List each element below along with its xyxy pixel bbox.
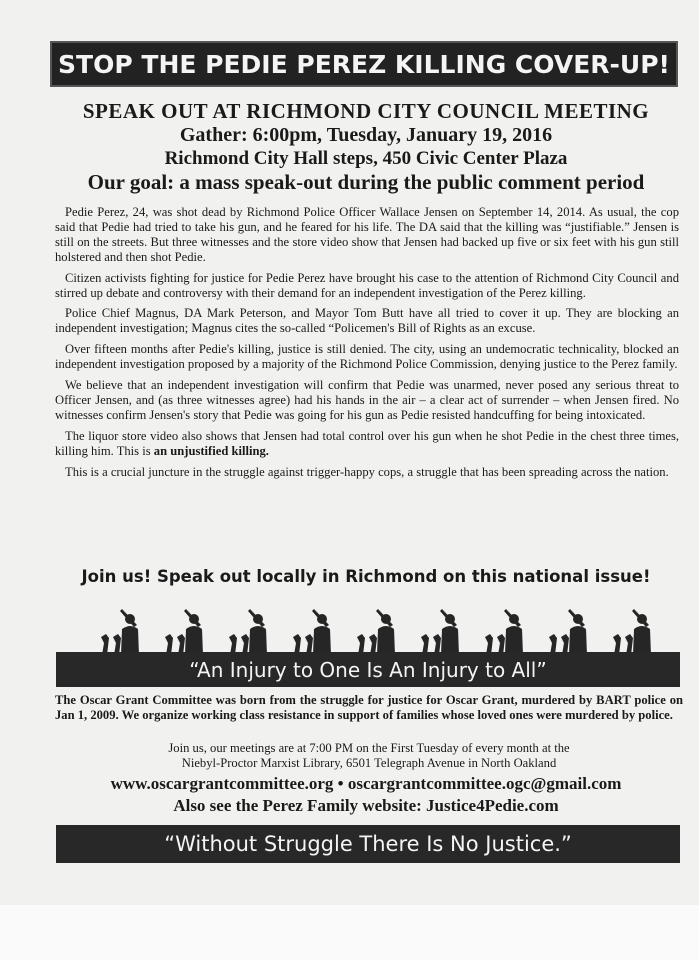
paragraph: We believe that an independent investigation will confirm that Pedie was unarmed, never posed any serious threat to Officer Jensen, and (as three witnesses agree) had his hands in the air – a clear act of surrender – when Jensen fired. No witnesses confirm Jensen's story that Pedie was going for his gun as Pedie resisted handcuffing for being intoxicated. xyxy=(55,378,679,422)
police-figure-icon xyxy=(504,609,523,655)
headline-goal: Our goal: a mass speak-out during the public comment period xyxy=(87,170,645,194)
website-and-email[interactable]: www.oscargrantcommittee.org • oscargrantcommittee.ogc@gmail.com xyxy=(110,774,622,793)
meeting-line-2: Niebyl-Proctor Marxist Library, 6501 Telegraph Avenue in North Oakland xyxy=(181,756,557,770)
police-figure-icon xyxy=(568,609,587,655)
raised-fists-and-police-silhouette xyxy=(52,607,680,655)
headline-location: Richmond City Hall steps, 450 Civic Center Plaza xyxy=(164,148,568,169)
paragraph: Pedie Perez, 24, was shot dead by Richmond Police Officer Wallace Jensen on September 14, 2014. As usual, the cop said that Pedie had tried to take his gun, and he feared for his life. The DA said that the killing was “justifiable.” Jensen is still on the streets. But three witnesses and the store video show that Jensen had backed up five or six feet with his gun still holstered and then shot Pedie. xyxy=(55,205,679,264)
no-justice-banner: “Without Struggle There Is No Justice.” xyxy=(56,825,680,863)
join-us-line: Join us! Speak out locally in Richmond on this national issue! xyxy=(81,567,651,586)
police-figure-icon xyxy=(120,609,139,655)
headline-gather-time: Gather: 6:00pm, Tuesday, January 19, 2016 xyxy=(179,124,553,146)
paragraph: Police Chief Magnus, DA Mark Peterson, and Mayor Tom Butt have all tried to cover it up. They are blocking an independent investigation; Magnus cites the so-called “Policemen's Bill of Rights as an excuse. xyxy=(55,306,679,336)
paragraph-video xyxy=(55,429,679,459)
perez-family-website[interactable]: Also see the Perez Family website: Justice4Pedie.com xyxy=(173,796,559,815)
police-figure-icon xyxy=(312,609,331,655)
police-figure-icon xyxy=(184,609,203,655)
paragraph-video-text: The liquor store video also shows that Jensen had total control over his gun when he shot Pedie in the chest three times, killing him. This is xyxy=(55,428,679,458)
page-margin xyxy=(0,905,699,960)
title-banner: STOP THE PEDIE PEREZ KILLING COVER-UP! xyxy=(50,41,678,87)
meeting-info xyxy=(55,741,683,771)
police-figure-icon xyxy=(632,609,651,655)
paragraph: This is a crucial juncture in the struggle against trigger-happy cops, a struggle that has been spreading across the nation. xyxy=(65,464,669,479)
paragraph: Over fifteen months after Pedie's killing, justice is still denied. The city, using an undemocratic technicality, blocked an independent investigation proposed by a majority of the Richmond Police Commission, denying justice to the Perez family. xyxy=(55,342,679,372)
meeting-line-1: Join us, our meetings are at 7:00 PM on the First Tuesday of every month at the xyxy=(168,741,570,755)
police-figure-icon xyxy=(248,609,267,655)
paragraph: Citizen activists fighting for justice for Pedie Perez have brought his case to the attention of Richmond City Council and stirred up debate and controversy with their demand for an independent investigation of the Perez killing. xyxy=(55,270,679,300)
injury-banner: “An Injury to One Is An Injury to All” xyxy=(56,652,680,687)
police-figure-icon xyxy=(440,609,459,655)
committee-description: The Oscar Grant Committee was born from the struggle for justice for Oscar Grant, murdered by BART police on Jan 1, 2009. We organize working class resistance in support of families whose loved ones were murdered by police. xyxy=(55,693,683,722)
headline-speak-out: SPEAK OUT AT RICHMOND CITY COUNCIL MEETING xyxy=(82,99,650,123)
unjustified-killing-emphasis: an unjustified killing. xyxy=(153,443,269,458)
body-text xyxy=(55,205,679,486)
headline-block xyxy=(40,98,692,195)
police-figure-icon xyxy=(376,609,395,655)
